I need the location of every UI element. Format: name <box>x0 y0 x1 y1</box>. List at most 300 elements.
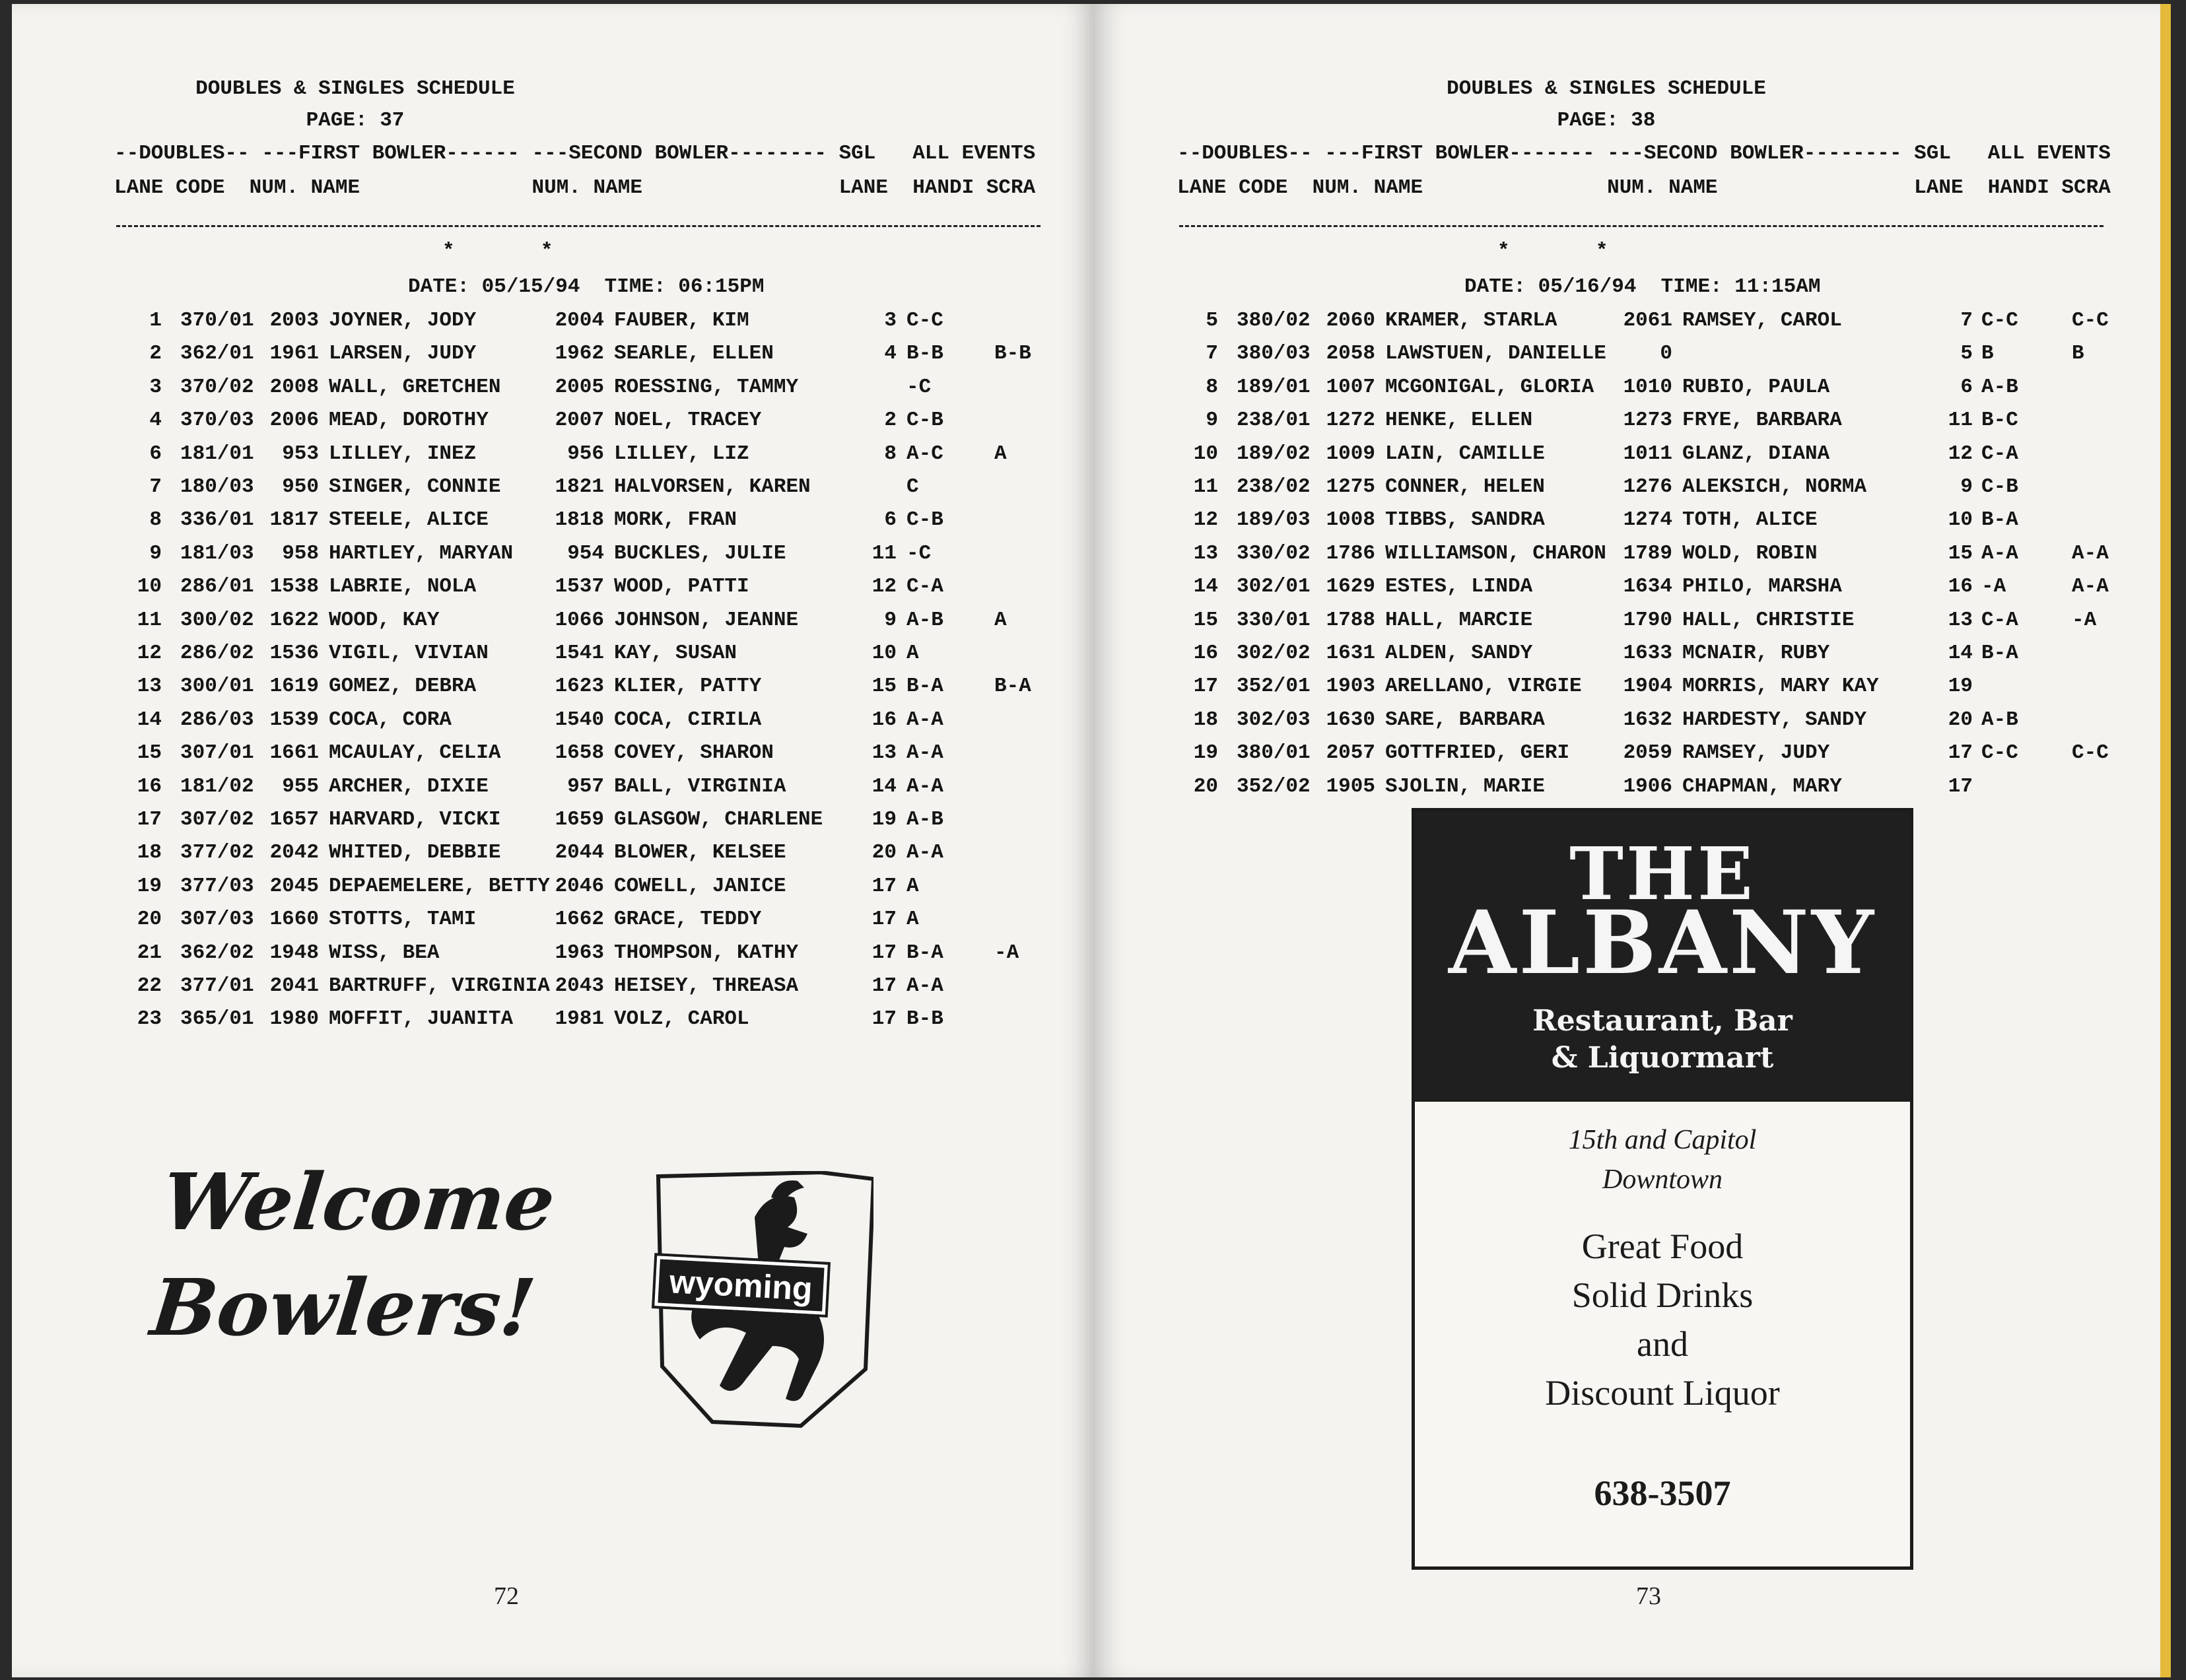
cell-lane: 20 <box>137 908 162 931</box>
cell-name1: LILLEY, INEZ <box>329 442 477 465</box>
cell-n2: 1541 <box>555 642 604 665</box>
cell-n2: 1658 <box>555 741 604 765</box>
cell-name2: COWELL, JANICE <box>614 874 786 898</box>
left-date-line: DATE: 05/15/94 TIME: 06:15PM <box>408 275 765 298</box>
cell-sgl: 14 <box>871 774 897 798</box>
cell-handi: A <box>906 642 919 665</box>
cell-n2: 1659 <box>555 808 604 831</box>
left-page-title: DOUBLES & SINGLES SCHEDULE <box>195 77 515 100</box>
cell-n1: 1817 <box>269 508 319 532</box>
cell-name2: HEISEY, THREASA <box>614 974 799 997</box>
cell-code: 189/01 <box>1237 375 1311 399</box>
cell-n2: 1623 <box>555 675 604 698</box>
cell-name2: HALVORSEN, KAREN <box>614 475 811 498</box>
albany-location-1: 15th and Capitol <box>1568 1125 1757 1155</box>
table-row <box>114 670 1052 703</box>
cell-code: 362/01 <box>180 342 254 366</box>
cell-lane: 17 <box>1193 675 1218 698</box>
cell-name2: PHILO, MARSHA <box>1682 575 1842 599</box>
cell-n2: 2046 <box>555 874 604 898</box>
cell-code: 330/01 <box>1237 608 1311 632</box>
cell-handi: C-A <box>1981 608 2018 632</box>
cell-handi: A <box>906 908 919 931</box>
cell-name1: STEELE, ALICE <box>329 508 489 532</box>
cell-name2: NOEL, TRACEY <box>614 409 762 432</box>
cell-handi: A-B <box>1981 708 2018 731</box>
cell-handi: C-A <box>1981 442 2018 465</box>
table-row <box>114 803 1052 836</box>
cell-sgl: 17 <box>871 874 897 898</box>
cell-name2: THOMPSON, KATHY <box>614 941 799 964</box>
table-row <box>114 637 1052 670</box>
cell-handi: A-A <box>906 974 943 997</box>
cell-name1: COCA, CORA <box>329 708 452 731</box>
cell-scra: -A <box>2072 608 2097 632</box>
table-row <box>1177 770 2115 803</box>
cell-lane: 13 <box>137 675 162 698</box>
welcome-line2: Bowlers! <box>147 1261 540 1353</box>
cell-n1: 1007 <box>1326 375 1375 399</box>
table-row <box>1177 704 2115 737</box>
cell-code: 302/03 <box>1237 708 1311 731</box>
cell-lane: 18 <box>137 841 162 865</box>
table-row <box>114 770 1052 803</box>
cell-sgl: 10 <box>1948 508 1973 532</box>
cell-handi: C-C <box>1981 741 2018 765</box>
cell-sgl: 9 <box>884 608 897 632</box>
cell-name2: CHAPMAN, MARY <box>1682 774 1842 798</box>
cell-sgl: 10 <box>871 642 897 665</box>
cell-code: 352/01 <box>1237 675 1311 698</box>
cell-scra: -A <box>994 941 1019 964</box>
cell-n2: 1276 <box>1623 475 1672 498</box>
cell-lane: 21 <box>137 941 162 964</box>
table-row <box>1177 471 2115 504</box>
left-header-rule <box>116 225 1041 227</box>
cell-code: 189/02 <box>1237 442 1311 465</box>
cell-name1: HARVARD, VICKI <box>329 808 501 831</box>
right-header-line2: LANE CODE NUM. NAME NUM. NAME LANE HANDI SCRA <box>1177 176 2111 199</box>
cell-sgl: 20 <box>871 841 897 865</box>
cell-handi: B-A <box>1981 508 2018 532</box>
cell-n2: 1632 <box>1623 708 1672 731</box>
table-row <box>114 937 1052 970</box>
table-row <box>114 970 1052 1003</box>
cell-sgl: 3 <box>884 309 897 332</box>
cell-n2: 1273 <box>1623 409 1672 432</box>
cell-n1: 2041 <box>269 974 319 997</box>
albany-phone: 638-3507 <box>1594 1473 1731 1513</box>
cell-name2: LILLEY, LIZ <box>614 442 749 465</box>
cell-name2: GLANZ, DIANA <box>1682 442 1830 465</box>
cell-n1: 1660 <box>269 908 319 931</box>
cell-name1: HALL, MARCIE <box>1385 608 1533 632</box>
cell-n1: 1622 <box>269 608 319 632</box>
cell-n1: 2042 <box>269 841 319 865</box>
table-row <box>1177 737 2115 770</box>
cell-name1: LAIN, CAMILLE <box>1385 442 1545 465</box>
cell-handi: A-B <box>906 808 943 831</box>
cell-n2: 2043 <box>555 974 604 997</box>
cell-name1: LARSEN, JUDY <box>329 342 477 366</box>
albany-the: THE <box>1569 831 1756 916</box>
cell-handi: A-A <box>906 741 943 765</box>
cell-n1: 1980 <box>269 1007 319 1031</box>
cell-sgl: 17 <box>871 941 897 964</box>
cell-name2: RAMSEY, CAROL <box>1682 309 1842 332</box>
cell-code: 307/01 <box>180 741 254 765</box>
cell-lane: 10 <box>1193 442 1218 465</box>
cell-name2: JOHNSON, JEANNE <box>614 608 799 632</box>
cell-n1: 2045 <box>269 874 319 898</box>
cell-n2: 1633 <box>1623 642 1672 665</box>
cell-n2: 1010 <box>1623 375 1672 399</box>
cell-name1: WHITED, DEBBIE <box>329 841 501 865</box>
cell-name2: TOTH, ALICE <box>1682 508 1818 532</box>
cell-lane: 7 <box>1206 342 1218 366</box>
cell-name1: JOYNER, JODY <box>329 309 477 332</box>
albany-logo-block <box>1415 811 1910 1102</box>
cell-handi: B-B <box>906 1007 943 1031</box>
cell-name1: MOFFIT, JUANITA <box>329 1007 514 1031</box>
cell-code: 370/03 <box>180 409 254 432</box>
cell-name1: MCAULAY, CELIA <box>329 741 501 765</box>
table-row <box>1177 537 2115 570</box>
cell-code: 336/01 <box>180 508 254 532</box>
table-row <box>1177 304 2115 337</box>
cell-sgl: 5 <box>1960 342 1973 366</box>
right-star-line: * * <box>1497 240 1608 263</box>
cell-handi: C-B <box>906 409 943 432</box>
cell-lane: 23 <box>137 1007 162 1031</box>
cell-lane: 9 <box>149 541 162 565</box>
cell-n1: 1905 <box>1326 774 1375 798</box>
albany-body-2: Solid Drinks <box>1571 1275 1754 1315</box>
cell-lane: 5 <box>1206 309 1218 332</box>
table-row <box>1177 404 2115 437</box>
cell-name2: RUBIO, PAULA <box>1682 375 1830 399</box>
cell-sgl: 16 <box>1948 575 1973 599</box>
cell-n1: 1009 <box>1326 442 1375 465</box>
cell-lane: 19 <box>137 874 162 898</box>
cell-n1: 958 <box>282 541 319 565</box>
table-row <box>1177 504 2115 537</box>
cell-n1: 2060 <box>1326 309 1375 332</box>
table-row <box>1177 570 2115 603</box>
cell-lane: 12 <box>137 642 162 665</box>
cell-code: 330/02 <box>1237 541 1311 565</box>
cell-name1: LABRIE, NOLA <box>329 575 477 599</box>
albany-body-4: Discount Liquor <box>1545 1373 1780 1413</box>
cell-sgl: 11 <box>1948 409 1973 432</box>
cell-n1: 1619 <box>269 675 319 698</box>
cell-name2: VOLZ, CAROL <box>614 1007 749 1031</box>
cell-sgl: 11 <box>871 541 897 565</box>
cell-code: 362/02 <box>180 941 254 964</box>
albany-advertisement <box>1412 808 1913 1570</box>
cell-code: 181/01 <box>180 442 254 465</box>
cell-code: 300/01 <box>180 675 254 698</box>
cell-lane: 1 <box>149 309 162 332</box>
cell-sgl: 17 <box>871 1007 897 1031</box>
cell-n2: 2005 <box>555 375 604 399</box>
left-page-label: PAGE: 37 <box>306 109 405 132</box>
cell-n1: 1948 <box>269 941 319 964</box>
cell-sgl: 15 <box>871 675 897 698</box>
cell-scra: C-C <box>2072 309 2109 332</box>
cell-n1: 1536 <box>269 642 319 665</box>
cell-name1: BARTRUFF, VIRGINIA <box>329 974 550 997</box>
cell-name2: HARDESTY, SANDY <box>1682 708 1867 731</box>
cell-n1: 2006 <box>269 409 319 432</box>
cell-n2: 1274 <box>1623 508 1672 532</box>
cell-sgl: 15 <box>1948 541 1973 565</box>
cell-name1: HENKE, ELLEN <box>1385 409 1533 432</box>
cell-name2: ALEKSICH, NORMA <box>1682 475 1867 498</box>
left-header-line1: --DOUBLES-- ---FIRST BOWLER------ ---SECOND BOWLER-------- SGL ALL EVENTS <box>114 142 1036 165</box>
cell-name1: VIGIL, VIVIAN <box>329 642 489 665</box>
cell-lane: 7 <box>149 475 162 498</box>
cell-code: 189/03 <box>1237 508 1311 532</box>
cell-lane: 6 <box>149 442 162 465</box>
cell-n1: 1788 <box>1326 608 1375 632</box>
table-row <box>114 404 1052 437</box>
cell-name1: HARTLEY, MARYAN <box>329 541 514 565</box>
cell-sgl: 20 <box>1948 708 1973 731</box>
cell-sgl: 17 <box>871 908 897 931</box>
cell-n1: 1629 <box>1326 575 1375 599</box>
cell-sgl: 13 <box>871 741 897 765</box>
table-row <box>114 570 1052 603</box>
cell-n1: 953 <box>282 442 319 465</box>
table-row <box>114 836 1052 869</box>
page-edge <box>2160 4 2171 1677</box>
cell-n1: 2058 <box>1326 342 1375 366</box>
cell-name2: KLIER, PATTY <box>614 675 762 698</box>
cell-n2: 0 <box>1660 342 1672 366</box>
table-row <box>114 870 1052 903</box>
cell-name1: LAWSTUEN, DANIELLE <box>1385 342 1606 366</box>
cell-name2: ROESSING, TAMMY <box>614 375 799 399</box>
table-row <box>114 371 1052 404</box>
cell-n1: 1786 <box>1326 541 1375 565</box>
cell-code: 377/01 <box>180 974 254 997</box>
table-row <box>1177 371 2115 404</box>
cell-lane: 4 <box>149 409 162 432</box>
cell-n1: 1961 <box>269 342 319 366</box>
cell-n1: 2057 <box>1326 741 1375 765</box>
cell-name1: GOMEZ, DEBRA <box>329 675 477 698</box>
cell-code: 380/03 <box>1237 342 1311 366</box>
right-page-label: PAGE: 38 <box>1557 109 1656 132</box>
cell-handi: -C <box>906 375 932 399</box>
cell-lane: 8 <box>1206 375 1218 399</box>
cell-handi: C-C <box>1981 309 2018 332</box>
cell-name2: GRACE, TEDDY <box>614 908 762 931</box>
cell-sgl: 9 <box>1960 475 1973 498</box>
albany-subtitle-2: & Liquormart <box>1551 1041 1774 1075</box>
cell-name2: BLOWER, KELSEE <box>614 841 786 865</box>
cell-scra: B-B <box>994 342 1031 366</box>
cell-name2: FAUBER, KIM <box>614 309 749 332</box>
cell-scra: A-A <box>2072 575 2109 599</box>
cell-sgl: 8 <box>884 442 897 465</box>
cell-handi: A-B <box>1981 375 2018 399</box>
cell-code: 352/02 <box>1237 774 1311 798</box>
cell-handi: B-A <box>906 941 943 964</box>
cell-lane: 13 <box>1193 541 1218 565</box>
cell-code: 302/02 <box>1237 642 1311 665</box>
cell-handi: B-A <box>1981 642 2018 665</box>
cell-name1: SJOLIN, MARIE <box>1385 774 1545 798</box>
table-row <box>114 337 1052 370</box>
cell-handi: B-C <box>1981 409 2018 432</box>
cell-code: 300/02 <box>180 608 254 632</box>
cell-sgl: 17 <box>1948 774 1973 798</box>
cell-handi: C-C <box>906 309 943 332</box>
cell-sgl: 17 <box>871 974 897 997</box>
cell-name1: GOTTFRIED, GERI <box>1385 741 1570 765</box>
albany-name: ALBANY <box>1448 892 1877 994</box>
cell-scra: A <box>994 442 1007 465</box>
cell-handi: -A <box>1981 575 2006 599</box>
cell-name2: MCNAIR, RUBY <box>1682 642 1830 665</box>
cell-n1: 1631 <box>1326 642 1375 665</box>
cell-sgl: 13 <box>1948 608 1973 632</box>
cell-n1: 1008 <box>1326 508 1375 532</box>
cell-n2: 1821 <box>555 475 604 498</box>
cell-n2: 1537 <box>555 575 604 599</box>
cell-n2: 1540 <box>555 708 604 731</box>
cell-code: 370/02 <box>180 375 254 399</box>
cell-sgl: 6 <box>1960 375 1973 399</box>
cell-n2: 2059 <box>1623 741 1672 765</box>
cell-sgl: 19 <box>1948 675 1973 698</box>
cell-n2: 2044 <box>555 841 604 865</box>
cell-handi: A-A <box>906 841 943 865</box>
cell-name1: TIBBS, SANDRA <box>1385 508 1545 532</box>
cell-code: 370/01 <box>180 309 254 332</box>
cell-lane: 11 <box>137 608 162 632</box>
cell-n2: 1790 <box>1623 608 1672 632</box>
cell-n2: 1981 <box>555 1007 604 1031</box>
cell-n2: 2061 <box>1623 309 1672 332</box>
cell-name2: BUCKLES, JULIE <box>614 541 786 565</box>
table-row <box>114 304 1052 337</box>
cell-code: 307/03 <box>180 908 254 931</box>
cell-name1: STOTTS, TAMI <box>329 908 477 931</box>
right-page-number: 73 <box>1636 1582 1661 1610</box>
cell-lane: 18 <box>1193 708 1218 731</box>
table-row <box>114 537 1052 570</box>
cell-name1: ARELLANO, VIRGIE <box>1385 675 1582 698</box>
cell-name2: GLASGOW, CHARLENE <box>614 808 823 831</box>
cell-n2: 1818 <box>555 508 604 532</box>
cell-lane: 11 <box>1193 475 1218 498</box>
table-row <box>1177 438 2115 471</box>
cell-n2: 954 <box>567 541 604 565</box>
cell-lane: 20 <box>1193 774 1218 798</box>
cell-n2: 1066 <box>555 608 604 632</box>
left-page <box>12 4 1095 1677</box>
cell-sgl: 2 <box>884 409 897 432</box>
cell-lane: 10 <box>137 575 162 599</box>
cell-n1: 955 <box>282 774 319 798</box>
cell-n2: 1011 <box>1623 442 1672 465</box>
cell-handi: B <box>1981 342 1994 366</box>
left-header-line2: LANE CODE NUM. NAME NUM. NAME LANE HANDI SCRA <box>114 176 1036 199</box>
cell-scra: B <box>2072 342 2084 366</box>
cell-lane: 8 <box>149 508 162 532</box>
table-row <box>1177 604 2115 637</box>
cell-name2: HALL, CHRISTIE <box>1682 608 1855 632</box>
cell-handi: A-A <box>906 708 943 731</box>
cell-name1: SARE, BARBARA <box>1385 708 1545 731</box>
cell-lane: 2 <box>149 342 162 366</box>
cell-sgl: 6 <box>884 508 897 532</box>
cell-code: 365/01 <box>180 1007 254 1031</box>
cell-lane: 19 <box>1193 741 1218 765</box>
cell-lane: 17 <box>137 808 162 831</box>
cell-name1: KRAMER, STARLA <box>1385 309 1557 332</box>
cell-name2: SEARLE, ELLEN <box>614 342 774 366</box>
cell-sgl: 12 <box>871 575 897 599</box>
cell-lane: 12 <box>1193 508 1218 532</box>
cell-n2: 1906 <box>1623 774 1672 798</box>
cell-lane: 3 <box>149 375 162 399</box>
cell-sgl: 14 <box>1948 642 1973 665</box>
table-row <box>114 504 1052 537</box>
table-row <box>1177 337 2115 370</box>
cell-sgl: 16 <box>871 708 897 731</box>
albany-location-2: Downtown <box>1602 1164 1723 1195</box>
right-header-line1: --DOUBLES-- ---FIRST BOWLER------- ---SECOND BOWLER-------- SGL ALL EVENTS <box>1177 142 2111 165</box>
cell-sgl: 19 <box>871 808 897 831</box>
cell-lane: 22 <box>137 974 162 997</box>
cell-sgl: 17 <box>1948 741 1973 765</box>
cell-n1: 1538 <box>269 575 319 599</box>
cell-name2: WOLD, ROBIN <box>1682 541 1818 565</box>
cell-name2: COVEY, SHARON <box>614 741 774 765</box>
cell-name1: ARCHER, DIXIE <box>329 774 489 798</box>
cell-lane: 16 <box>137 774 162 798</box>
cell-name2: RAMSEY, JUDY <box>1682 741 1830 765</box>
cell-code: 286/01 <box>180 575 254 599</box>
cell-code: 238/01 <box>1237 409 1311 432</box>
cell-code: 302/01 <box>1237 575 1311 599</box>
cell-n1: 1903 <box>1326 675 1375 698</box>
table-row <box>1177 670 2115 703</box>
cell-handi: C-A <box>906 575 943 599</box>
cell-name1: SINGER, CONNIE <box>329 475 501 498</box>
cell-n1: 2008 <box>269 375 319 399</box>
cell-name2: MORRIS, MARY KAY <box>1682 675 1879 698</box>
cell-name1: DEPAEMELERE, BETTY <box>329 874 550 898</box>
cell-lane: 16 <box>1193 642 1218 665</box>
cell-name1: WALL, GRETCHEN <box>329 375 501 399</box>
cell-code: 286/03 <box>180 708 254 731</box>
cell-sgl: 7 <box>1960 309 1973 332</box>
cell-handi: A-B <box>906 608 943 632</box>
left-star-line: * * <box>442 240 553 263</box>
cell-n2: 1963 <box>555 941 604 964</box>
cell-n1: 1272 <box>1326 409 1375 432</box>
cell-name1: ESTES, LINDA <box>1385 575 1533 599</box>
cell-lane: 14 <box>1193 575 1218 599</box>
cell-code: 380/01 <box>1237 741 1311 765</box>
cell-n2: 957 <box>567 774 604 798</box>
cell-name1: WISS, BEA <box>329 941 440 964</box>
